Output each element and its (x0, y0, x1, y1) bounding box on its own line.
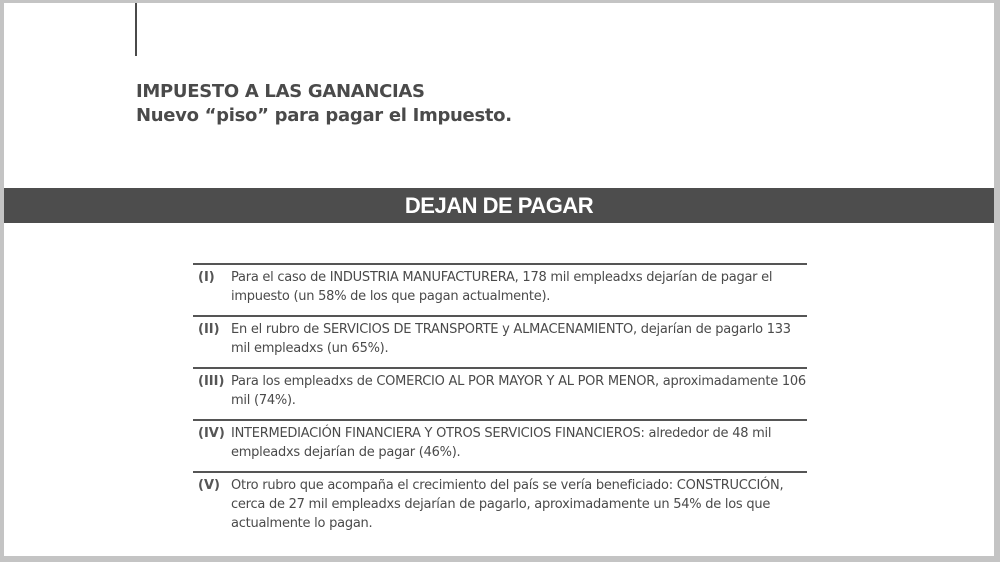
slide-title: IMPUESTO A LAS GANANCIAS (136, 81, 425, 102)
item-number: (V) (198, 478, 220, 493)
list-item (193, 419, 807, 471)
section-banner (4, 188, 994, 223)
list-item (193, 367, 807, 419)
slide (4, 3, 994, 556)
slide-subtitle: Nuevo “piso” para pagar el Impuesto. (136, 105, 512, 126)
item-number: (IV) (198, 426, 225, 441)
item-number: (I) (198, 270, 215, 285)
item-text: Para los empleadxs de COMERCIO AL POR MAYOR Y AL POR MENOR, aproximadamente 106 mil (74%). (231, 374, 806, 408)
list-item (193, 263, 807, 315)
sector-list (193, 263, 807, 541)
accent-bar (135, 3, 137, 56)
item-number: (III) (198, 374, 225, 389)
slide-heading (136, 80, 512, 128)
item-text: En el rubro de SERVICIOS DE TRANSPORTE y ALMACENAMIENTO, dejarían de pagarlo 133 mil empleadxs (un 65%). (231, 322, 791, 356)
item-text: INTERMEDIACIÓN FINANCIERA Y OTROS SERVICIOS FINANCIEROS: alrededor de 48 mil empleadxs dejarían de pagar (46%). (231, 426, 772, 460)
list-item (193, 315, 807, 367)
item-number: (II) (198, 322, 220, 337)
item-text: Para el caso de INDUSTRIA MANUFACTURERA, 178 mil empleadxs dejarían de pagar el impuesto (un 58% de los que pagan actualmente). (231, 270, 773, 304)
banner-label: DEJAN DE PAGAR (404, 192, 594, 218)
item-text: Otro rubro que acompaña el crecimiento del país se vería beneficiado: CONSTRUCCIÓN, cerca de 27 mil empleadxs dejarían de pagarlo, aproximadamente un 54% de los que actualmente lo pagan. (231, 478, 784, 531)
list-item (193, 471, 807, 541)
